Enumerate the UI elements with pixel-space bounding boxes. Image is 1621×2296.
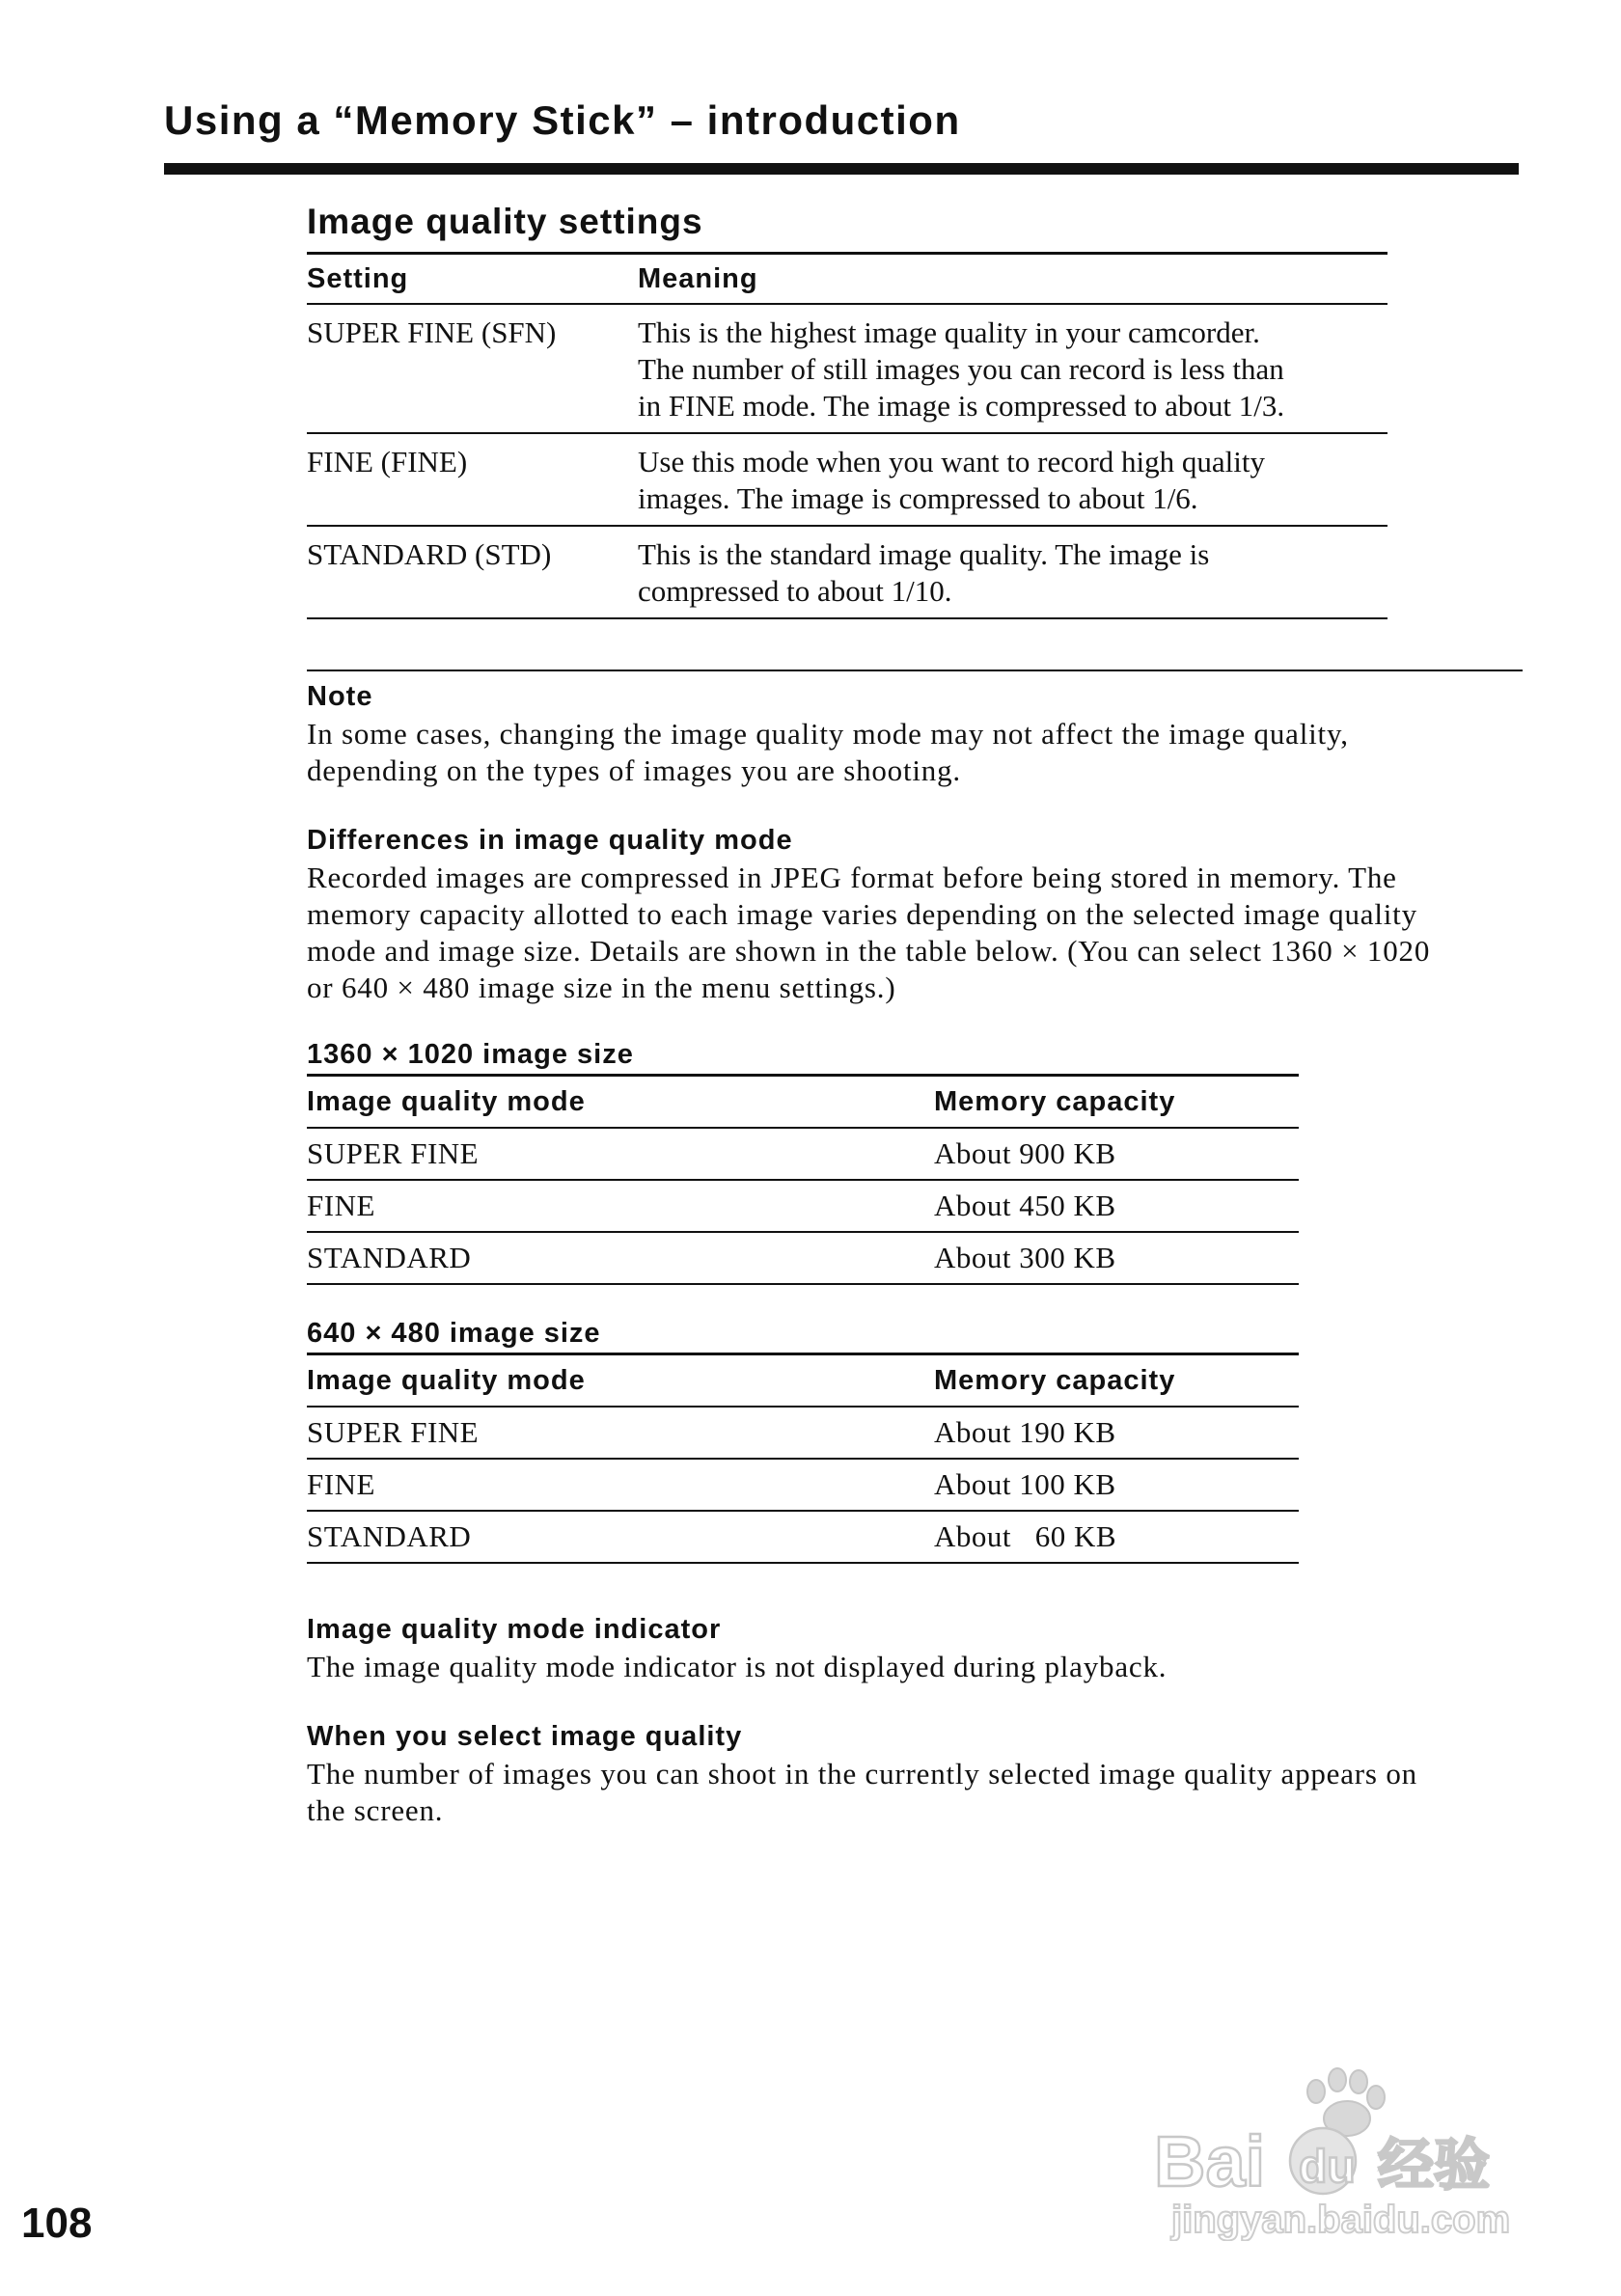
column-header-meaning: Meaning (638, 254, 1387, 305)
section-title: Image quality settings (307, 202, 703, 241)
note-line: depending on the types of images you are shooting. (307, 753, 961, 787)
differences-line: Recorded images are compressed in JPEG format before being stored in memory. The (307, 861, 1397, 894)
capacity-table-1360x1020 (307, 1074, 1299, 1285)
setting-cell: STANDARD (STD) (307, 526, 638, 618)
indicator-line: The image quality mode indicator is not displayed during playback. (307, 1650, 1168, 1683)
setting-cell: FINE (FINE) (307, 433, 638, 526)
select-text (307, 1756, 1523, 1829)
differences-line: or 640 × 480 image size in the menu settings.) (307, 970, 896, 1004)
table-row (307, 1180, 1299, 1232)
select-line: The number of images you can shoot in the currently selected image quality appears on (307, 1757, 1417, 1790)
table-caption-1360x1020: 1360 × 1020 image size (307, 1039, 634, 1070)
table-caption-640x480: 640 × 480 image size (307, 1318, 601, 1349)
column-header-capacity: Memory capacity (934, 1354, 1299, 1408)
mode-cell: STANDARD (307, 1232, 934, 1284)
note-text (307, 716, 1523, 789)
meaning-line: The number of still images you can record is less than (638, 352, 1284, 386)
page-number: 108 (21, 2200, 93, 2247)
mode-cell: FINE (307, 1459, 934, 1511)
capacity-table-640x480 (307, 1353, 1299, 1564)
note-separator-rule (307, 670, 1523, 671)
differences-line: mode and image size. Details are shown in the table below. (You can select 1360 × 1020 (307, 934, 1431, 968)
note-line: In some cases, changing the image quality mode may not affect the image quality, (307, 717, 1349, 751)
table-row (307, 1128, 1299, 1180)
header-rule (164, 163, 1519, 175)
meaning-cell (638, 526, 1387, 618)
meaning-line: This is the standard image quality. The image is (638, 537, 1210, 571)
table-row (307, 433, 1387, 526)
setting-cell: SUPER FINE (SFN) (307, 304, 638, 433)
table-row (307, 304, 1387, 433)
capacity-cell: About 450 KB (934, 1180, 1299, 1232)
table-row (307, 1459, 1299, 1511)
table-header-row (307, 254, 1387, 305)
paw-icon (1307, 2068, 1385, 2136)
page-content (307, 198, 1523, 1829)
select-line: the screen. (307, 1793, 444, 1827)
table-row (307, 1232, 1299, 1284)
watermark-brand-text: Bai (1154, 2121, 1266, 2201)
mode-cell: SUPER FINE (307, 1407, 934, 1459)
svg-text:经验: 经验 (1378, 2134, 1491, 2197)
differences-heading: Differences in image quality mode (307, 825, 793, 856)
column-header-mode: Image quality mode (307, 1354, 934, 1408)
meaning-line: in FINE mode. The image is compressed to about 1/3. (638, 389, 1285, 423)
capacity-cell: About 60 KB (934, 1511, 1299, 1563)
capacity-cell: About 900 KB (934, 1128, 1299, 1180)
capacity-cell: About 100 KB (934, 1459, 1299, 1511)
note-heading: Note (307, 681, 373, 712)
capacity-cell: About 190 KB (934, 1407, 1299, 1459)
meaning-cell (638, 304, 1387, 433)
table-header-row (307, 1354, 1299, 1408)
indicator-text (307, 1649, 1523, 1685)
meaning-line: compressed to about 1/10. (638, 574, 952, 608)
table-row (307, 1407, 1299, 1459)
table-row (307, 1511, 1299, 1563)
column-header-capacity: Memory capacity (934, 1076, 1299, 1129)
differences-line: memory capacity allotted to each image varies depending on the selected image quality (307, 897, 1417, 931)
meaning-line: images. The image is compressed to about 1/6. (638, 481, 1198, 515)
column-header-setting: Setting (307, 254, 638, 305)
select-heading: When you select image quality (307, 1721, 743, 1752)
svg-text:du: du (1299, 2142, 1356, 2193)
watermark-url-text: jingyan.baidu.com (1171, 2199, 1511, 2241)
table-row (307, 526, 1387, 618)
page-header-title: Using a “Memory Stick” – introduction (164, 97, 961, 143)
differences-text (307, 860, 1523, 1006)
mode-cell: STANDARD (307, 1511, 934, 1563)
meaning-cell (638, 433, 1387, 526)
table-header-row (307, 1076, 1299, 1129)
indicator-heading: Image quality mode indicator (307, 1614, 722, 1645)
meaning-line: Use this mode when you want to record high quality (638, 445, 1266, 478)
mode-cell: SUPER FINE (307, 1128, 934, 1180)
baidu-jingyan-watermark (1154, 2063, 1540, 2241)
column-header-mode: Image quality mode (307, 1076, 934, 1129)
mode-cell: FINE (307, 1180, 934, 1232)
capacity-cell: About 300 KB (934, 1232, 1299, 1284)
meaning-line: This is the highest image quality in your camcorder. (638, 315, 1260, 349)
settings-table (307, 252, 1387, 619)
